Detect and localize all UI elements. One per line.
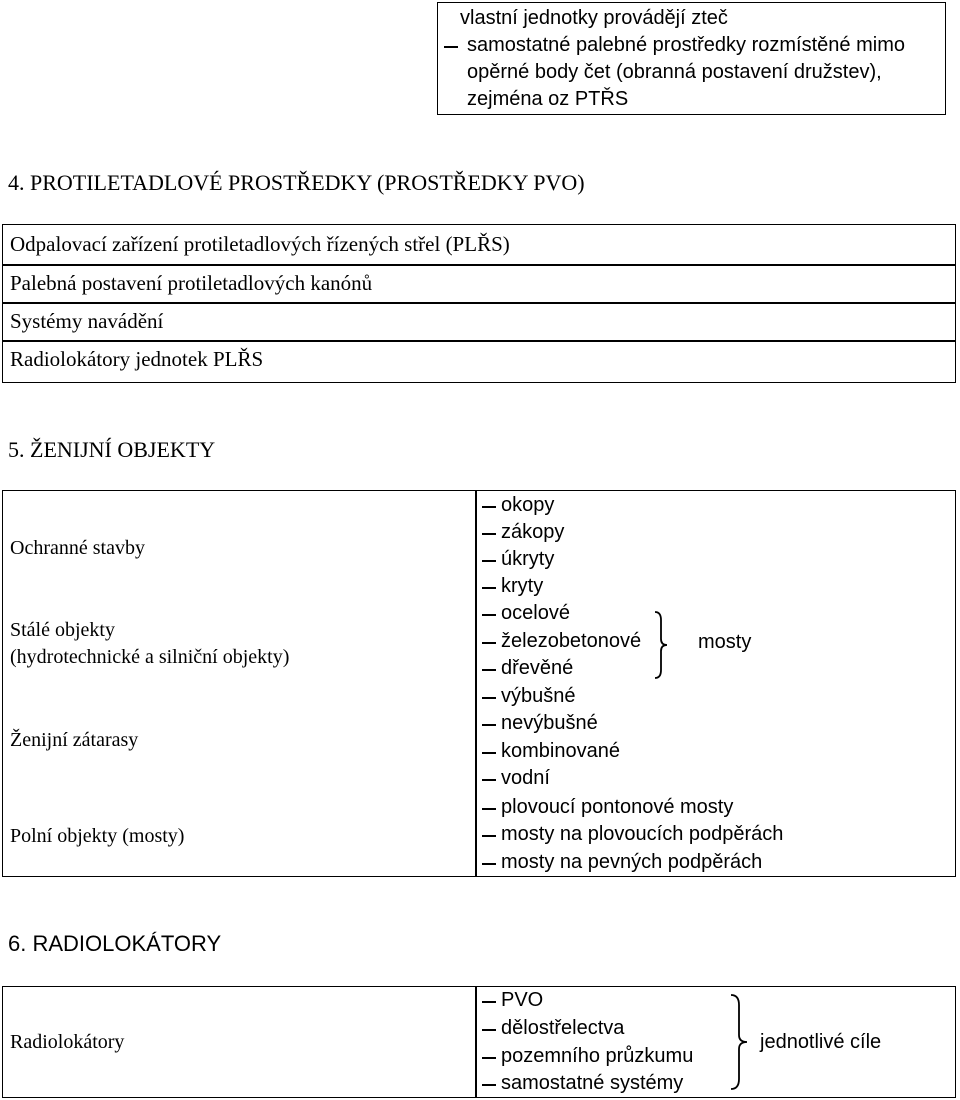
top-line-4: zejména oz PTŘS — [467, 88, 629, 110]
right-item-plovoucich-podperach: mosty na plovoucích podpěrách — [501, 823, 784, 845]
dash — [482, 697, 496, 699]
left-item-stale-objekty: Stálé objekty — [10, 619, 115, 641]
right-item-kryty: kryty — [501, 575, 544, 597]
dash — [482, 1084, 496, 1086]
radar-item-pvo: PVO — [501, 989, 544, 1011]
radar-item-pozemniho-pruzkumu: pozemního průzkumu — [501, 1045, 694, 1067]
dash — [482, 835, 496, 837]
dash — [482, 752, 496, 754]
right-item-okopy: okopy — [501, 494, 555, 516]
right-item-vybusne: výbušné — [501, 685, 576, 707]
right-item-nevybusne: nevýbušné — [501, 712, 598, 734]
top-line-2: samostatné palebné prostředky rozmístěné mimo — [467, 34, 905, 56]
row-divider — [2, 302, 956, 304]
left-item-radiolokatory: Radiolokátory — [10, 1031, 125, 1053]
section-4-row-4: Radiolokátory jednotek PLŘS — [10, 347, 264, 371]
section-5-table — [2, 490, 956, 877]
brace-jednotlive-cile-icon — [728, 993, 752, 1091]
dash — [482, 1029, 496, 1031]
dash — [482, 642, 496, 644]
right-item-zelezobetonove: železobetonové — [501, 630, 642, 652]
right-item-pevnych-podperach: mosty na pevných podpěrách — [501, 851, 763, 873]
right-item-plovouci-pontonove: plovoucí pontonové mosty — [501, 796, 734, 818]
dash — [482, 808, 496, 810]
right-item-drevene: dřevěné — [501, 657, 574, 679]
brace-mosty-icon — [652, 610, 672, 680]
left-item-polni-objekty: Polní objekty (mosty) — [10, 825, 185, 847]
row-divider — [2, 340, 956, 342]
dash — [482, 724, 496, 726]
column-divider — [475, 490, 477, 877]
right-item-ocelove: ocelové — [501, 602, 570, 624]
dash — [482, 506, 496, 508]
section-4-row-2: Palebná postavení protiletadlových kanónů — [10, 271, 373, 295]
dash — [482, 863, 496, 865]
section-5-heading: 5. ŽENIJNÍ OBJEKTY — [8, 437, 216, 462]
section-6-heading: 6. RADIOLOKÁTORY — [8, 931, 222, 956]
dash — [482, 669, 496, 671]
dash — [482, 1057, 496, 1059]
dash — [482, 779, 496, 781]
dash — [482, 1001, 496, 1003]
section-4-row-1: Odpalovací zařízení protiletadlových řízených střel (PLŘS) — [10, 232, 510, 256]
dash — [482, 560, 496, 562]
top-line-3: opěrné body čet (obranná postavení družstev), — [467, 61, 882, 83]
section-4-heading: 4. PROTILETADLOVÉ PROSTŘEDKY (PROSTŘEDKY PVO) — [8, 170, 585, 195]
column-divider — [475, 986, 477, 1098]
right-item-ukryty: úkryty — [501, 548, 555, 570]
right-item-zakopy: zákopy — [501, 521, 565, 543]
dash — [482, 587, 496, 589]
right-item-kombinovane: kombinované — [501, 740, 620, 762]
right-item-vodni: vodní — [501, 767, 550, 789]
radar-item-samostatne-systemy: samostatné systémy — [501, 1072, 684, 1094]
row-divider — [2, 264, 956, 266]
top-line-1: vlastní jednotky provádějí zteč — [460, 7, 728, 29]
brace-label-mosty: mosty — [698, 631, 752, 653]
left-item-stale-objekty-sub: (hydrotechnické a silniční objekty) — [10, 646, 290, 668]
radar-item-delostrelectva: dělostřelectva — [501, 1017, 625, 1039]
section-4-row-3: Systémy navádění — [10, 309, 164, 333]
dash — [444, 46, 458, 48]
brace-label-jednotlive-cile: jednotlivé cíle — [760, 1031, 882, 1053]
left-item-ochranne-stavby: Ochranné stavby — [10, 537, 145, 559]
dash — [482, 614, 496, 616]
dash — [482, 533, 496, 535]
left-item-zenijni-zatarasy: Ženijní zátarasy — [10, 729, 139, 751]
